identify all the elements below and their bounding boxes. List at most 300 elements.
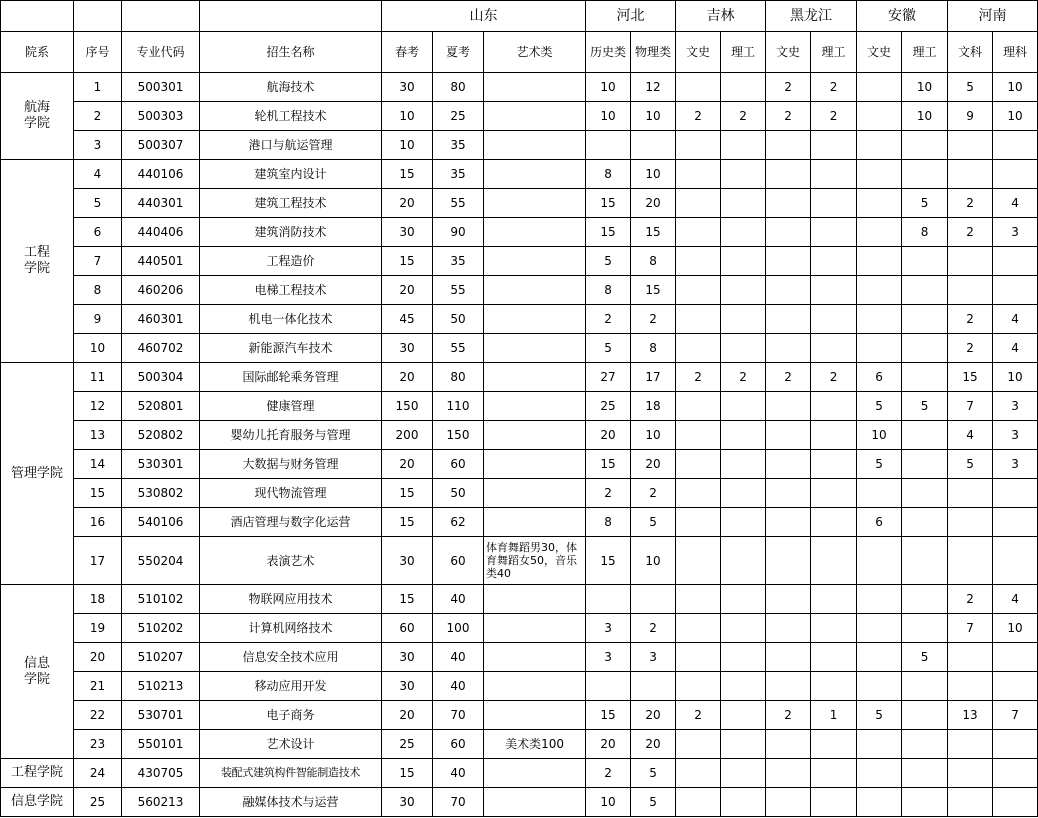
header-seq: 序号 <box>74 32 122 73</box>
table-row <box>1 730 1038 759</box>
code-cell: 500307 <box>122 131 200 160</box>
henan-arts-cell <box>948 759 993 788</box>
anhui-arts-cell <box>857 788 902 817</box>
anhui-arts-cell: 5 <box>857 701 902 730</box>
henan-science-cell: 10 <box>993 363 1038 392</box>
henan-arts-cell: 5 <box>948 73 993 102</box>
henan-arts-cell: 5 <box>948 450 993 479</box>
shandong-summer-cell: 55 <box>433 334 484 363</box>
header-anhui-science: 理工 <box>902 32 948 73</box>
code-cell: 520802 <box>122 421 200 450</box>
heilongjiang-arts-cell <box>766 131 811 160</box>
code-cell: 440106 <box>122 160 200 189</box>
heilongjiang-arts-cell <box>766 276 811 305</box>
header-heilongjiang-arts: 文史 <box>766 32 811 73</box>
jilin-arts-cell <box>676 614 721 643</box>
code-cell: 440301 <box>122 189 200 218</box>
henan-science-cell <box>993 508 1038 537</box>
shandong-spring-cell: 150 <box>382 392 433 421</box>
anhui-science-cell <box>902 363 948 392</box>
shandong-summer-cell: 80 <box>433 73 484 102</box>
province-header-hebei: 河北 <box>586 1 676 32</box>
hebei-physics-cell: 20 <box>631 450 676 479</box>
anhui-science-cell: 10 <box>902 102 948 131</box>
major-name-cell: 新能源汽车技术 <box>200 334 382 363</box>
henan-science-cell: 3 <box>993 218 1038 247</box>
shandong-art-cell <box>484 392 586 421</box>
seq-cell: 4 <box>74 160 122 189</box>
heilongjiang-science-cell: 2 <box>811 73 857 102</box>
jilin-arts-cell <box>676 672 721 701</box>
heilongjiang-arts-cell <box>766 247 811 276</box>
henan-science-cell: 10 <box>993 102 1038 131</box>
heilongjiang-arts-cell: 2 <box>766 363 811 392</box>
header-row-columns <box>1 32 1038 73</box>
shandong-spring-cell: 10 <box>382 102 433 131</box>
table-row <box>1 643 1038 672</box>
table-row <box>1 537 1038 585</box>
hebei-physics-cell: 2 <box>631 305 676 334</box>
major-name-cell: 港口与航运管理 <box>200 131 382 160</box>
seq-cell: 16 <box>74 508 122 537</box>
heilongjiang-science-cell <box>811 508 857 537</box>
jilin-science-cell <box>721 247 766 276</box>
henan-arts-cell: 2 <box>948 305 993 334</box>
hebei-history-cell: 8 <box>586 160 631 189</box>
table-row <box>1 450 1038 479</box>
jilin-science-cell <box>721 614 766 643</box>
shandong-spring-cell: 15 <box>382 585 433 614</box>
major-name-cell: 轮机工程技术 <box>200 102 382 131</box>
shandong-spring-cell: 15 <box>382 759 433 788</box>
henan-arts-cell: 4 <box>948 421 993 450</box>
seq-cell: 8 <box>74 276 122 305</box>
shandong-summer-cell: 60 <box>433 450 484 479</box>
shandong-summer-cell: 40 <box>433 759 484 788</box>
hebei-history-cell: 5 <box>586 334 631 363</box>
jilin-science-cell <box>721 537 766 585</box>
jilin-science-cell: 2 <box>721 363 766 392</box>
anhui-science-cell <box>902 585 948 614</box>
shandong-summer-cell: 55 <box>433 276 484 305</box>
shandong-spring-cell: 30 <box>382 788 433 817</box>
heilongjiang-science-cell <box>811 160 857 189</box>
jilin-arts-cell <box>676 537 721 585</box>
anhui-arts-cell <box>857 585 902 614</box>
anhui-arts-cell <box>857 334 902 363</box>
shandong-spring-cell: 10 <box>382 131 433 160</box>
heilongjiang-arts-cell <box>766 537 811 585</box>
anhui-science-cell <box>902 614 948 643</box>
province-header-jilin: 吉林 <box>676 1 766 32</box>
anhui-arts-cell: 6 <box>857 363 902 392</box>
heilongjiang-science-cell <box>811 614 857 643</box>
shandong-spring-cell: 20 <box>382 276 433 305</box>
heilongjiang-arts-cell <box>766 479 811 508</box>
anhui-science-cell: 5 <box>902 643 948 672</box>
anhui-arts-cell <box>857 247 902 276</box>
henan-arts-cell: 7 <box>948 614 993 643</box>
jilin-science-cell <box>721 730 766 759</box>
shandong-spring-cell: 45 <box>382 305 433 334</box>
hebei-history-cell: 10 <box>586 788 631 817</box>
province-header-henan: 河南 <box>948 1 1038 32</box>
table-row <box>1 102 1038 131</box>
major-name-cell: 计算机网络技术 <box>200 614 382 643</box>
department-cell: 航海学院 <box>1 73 74 160</box>
shandong-summer-cell: 100 <box>433 614 484 643</box>
hebei-history-cell <box>586 585 631 614</box>
hebei-physics-cell <box>631 672 676 701</box>
department-cell: 信息学院 <box>1 585 74 759</box>
jilin-arts-cell <box>676 759 721 788</box>
major-name-cell: 建筑工程技术 <box>200 189 382 218</box>
shandong-art-cell <box>484 218 586 247</box>
anhui-science-cell: 8 <box>902 218 948 247</box>
anhui-science-cell <box>902 759 948 788</box>
header-shandong-spring: 春考 <box>382 32 433 73</box>
henan-arts-cell: 13 <box>948 701 993 730</box>
jilin-science-cell <box>721 672 766 701</box>
hebei-physics-cell: 20 <box>631 701 676 730</box>
heilongjiang-arts-cell <box>766 508 811 537</box>
heilongjiang-arts-cell <box>766 672 811 701</box>
henan-science-cell <box>993 537 1038 585</box>
shandong-spring-cell: 15 <box>382 508 433 537</box>
henan-science-cell <box>993 672 1038 701</box>
shandong-spring-cell: 15 <box>382 247 433 276</box>
seq-cell: 21 <box>74 672 122 701</box>
heilongjiang-science-cell <box>811 585 857 614</box>
anhui-arts-cell <box>857 537 902 585</box>
province-header-shandong: 山东 <box>382 1 586 32</box>
table-row <box>1 305 1038 334</box>
major-name-cell: 建筑室内设计 <box>200 160 382 189</box>
anhui-science-cell <box>902 131 948 160</box>
heilongjiang-science-cell: 2 <box>811 363 857 392</box>
henan-science-cell: 10 <box>993 614 1038 643</box>
table-row <box>1 247 1038 276</box>
major-name-cell: 融媒体技术与运营 <box>200 788 382 817</box>
heilongjiang-arts-cell: 2 <box>766 102 811 131</box>
shandong-summer-cell: 40 <box>433 672 484 701</box>
henan-science-cell <box>993 276 1038 305</box>
code-cell: 530301 <box>122 450 200 479</box>
jilin-arts-cell <box>676 392 721 421</box>
henan-science-cell <box>993 643 1038 672</box>
shandong-summer-cell: 60 <box>433 537 484 585</box>
henan-science-cell <box>993 788 1038 817</box>
anhui-arts-cell <box>857 759 902 788</box>
anhui-arts-cell <box>857 479 902 508</box>
hebei-physics-cell: 5 <box>631 788 676 817</box>
henan-arts-cell: 9 <box>948 102 993 131</box>
shandong-spring-cell: 20 <box>382 363 433 392</box>
table-row <box>1 421 1038 450</box>
heilongjiang-science-cell <box>811 788 857 817</box>
anhui-science-cell <box>902 730 948 759</box>
shandong-summer-cell: 90 <box>433 218 484 247</box>
seq-cell: 10 <box>74 334 122 363</box>
heilongjiang-arts-cell <box>766 392 811 421</box>
heilongjiang-arts-cell <box>766 788 811 817</box>
jilin-science-cell <box>721 189 766 218</box>
seq-cell: 5 <box>74 189 122 218</box>
jilin-science-cell <box>721 450 766 479</box>
seq-cell: 3 <box>74 131 122 160</box>
henan-arts-cell <box>948 672 993 701</box>
anhui-science-cell <box>902 788 948 817</box>
seq-cell: 22 <box>74 701 122 730</box>
henan-science-cell: 3 <box>993 392 1038 421</box>
seq-cell: 11 <box>74 363 122 392</box>
shandong-spring-cell: 20 <box>382 189 433 218</box>
seq-cell: 7 <box>74 247 122 276</box>
anhui-arts-cell <box>857 218 902 247</box>
blank-header-cell <box>1 1 74 32</box>
code-cell: 460702 <box>122 334 200 363</box>
table-row <box>1 160 1038 189</box>
code-cell: 560213 <box>122 788 200 817</box>
heilongjiang-arts-cell <box>766 614 811 643</box>
seq-cell: 2 <box>74 102 122 131</box>
anhui-arts-cell <box>857 189 902 218</box>
seq-cell: 17 <box>74 537 122 585</box>
heilongjiang-arts-cell: 2 <box>766 701 811 730</box>
hebei-physics-cell <box>631 131 676 160</box>
hebei-physics-cell: 12 <box>631 73 676 102</box>
department-cell: 信息学院 <box>1 788 74 817</box>
heilongjiang-arts-cell <box>766 305 811 334</box>
table-row <box>1 585 1038 614</box>
department-cell: 工程学院 <box>1 160 74 363</box>
seq-cell: 25 <box>74 788 122 817</box>
heilongjiang-science-cell <box>811 479 857 508</box>
heilongjiang-arts-cell <box>766 189 811 218</box>
shandong-spring-cell: 30 <box>382 537 433 585</box>
header-hebei-history: 历史类 <box>586 32 631 73</box>
major-name-cell: 大数据与财务管理 <box>200 450 382 479</box>
jilin-science-cell: 2 <box>721 102 766 131</box>
anhui-arts-cell: 5 <box>857 450 902 479</box>
henan-arts-cell <box>948 788 993 817</box>
henan-arts-cell: 7 <box>948 392 993 421</box>
header-name: 招生名称 <box>200 32 382 73</box>
jilin-science-cell <box>721 276 766 305</box>
major-name-cell: 酒店管理与数字化运营 <box>200 508 382 537</box>
anhui-arts-cell <box>857 672 902 701</box>
shandong-art-cell: 体育舞蹈男30，体育舞蹈女50，音乐类40 <box>484 537 586 585</box>
hebei-history-cell: 8 <box>586 276 631 305</box>
anhui-science-cell <box>902 672 948 701</box>
hebei-history-cell: 8 <box>586 508 631 537</box>
shandong-spring-cell: 25 <box>382 730 433 759</box>
shandong-summer-cell: 60 <box>433 730 484 759</box>
hebei-physics-cell: 10 <box>631 537 676 585</box>
hebei-history-cell <box>586 131 631 160</box>
heilongjiang-science-cell: 2 <box>811 102 857 131</box>
code-cell: 500301 <box>122 73 200 102</box>
shandong-art-cell <box>484 672 586 701</box>
heilongjiang-science-cell <box>811 392 857 421</box>
jilin-arts-cell <box>676 160 721 189</box>
heilongjiang-arts-cell <box>766 450 811 479</box>
jilin-arts-cell <box>676 276 721 305</box>
code-cell: 540106 <box>122 508 200 537</box>
henan-science-cell <box>993 759 1038 788</box>
shandong-summer-cell: 70 <box>433 788 484 817</box>
heilongjiang-science-cell <box>811 218 857 247</box>
heilongjiang-science-cell <box>811 672 857 701</box>
anhui-science-cell <box>902 701 948 730</box>
henan-science-cell: 4 <box>993 334 1038 363</box>
shandong-spring-cell: 30 <box>382 643 433 672</box>
henan-science-cell: 4 <box>993 585 1038 614</box>
heilongjiang-science-cell <box>811 730 857 759</box>
anhui-arts-cell <box>857 276 902 305</box>
header-shandong-summer: 夏考 <box>433 32 484 73</box>
shandong-spring-cell: 200 <box>382 421 433 450</box>
shandong-art-cell <box>484 759 586 788</box>
henan-science-cell <box>993 160 1038 189</box>
hebei-history-cell: 15 <box>586 450 631 479</box>
code-cell: 500304 <box>122 363 200 392</box>
henan-science-cell <box>993 479 1038 508</box>
shandong-art-cell <box>484 305 586 334</box>
shandong-spring-cell: 15 <box>382 160 433 189</box>
hebei-history-cell: 3 <box>586 643 631 672</box>
jilin-science-cell <box>721 73 766 102</box>
shandong-summer-cell: 35 <box>433 131 484 160</box>
jilin-arts-cell <box>676 479 721 508</box>
jilin-arts-cell <box>676 131 721 160</box>
hebei-history-cell: 15 <box>586 537 631 585</box>
major-name-cell: 艺术设计 <box>200 730 382 759</box>
major-name-cell: 电子商务 <box>200 701 382 730</box>
jilin-science-cell <box>721 788 766 817</box>
anhui-science-cell <box>902 537 948 585</box>
shandong-spring-cell: 15 <box>382 479 433 508</box>
shandong-summer-cell: 25 <box>433 102 484 131</box>
header-anhui-arts: 文史 <box>857 32 902 73</box>
code-cell: 460301 <box>122 305 200 334</box>
hebei-history-cell: 10 <box>586 73 631 102</box>
shandong-spring-cell: 30 <box>382 73 433 102</box>
seq-cell: 15 <box>74 479 122 508</box>
shandong-art-cell <box>484 334 586 363</box>
header-jilin-arts: 文史 <box>676 32 721 73</box>
shandong-spring-cell: 30 <box>382 218 433 247</box>
blank-header-cell <box>122 1 200 32</box>
seq-cell: 14 <box>74 450 122 479</box>
code-cell: 440406 <box>122 218 200 247</box>
henan-arts-cell <box>948 160 993 189</box>
seq-cell: 1 <box>74 73 122 102</box>
jilin-arts-cell: 2 <box>676 701 721 730</box>
henan-science-cell <box>993 247 1038 276</box>
seq-cell: 9 <box>74 305 122 334</box>
heilongjiang-science-cell <box>811 643 857 672</box>
henan-arts-cell: 2 <box>948 189 993 218</box>
anhui-science-cell: 5 <box>902 392 948 421</box>
shandong-art-cell <box>484 189 586 218</box>
henan-science-cell: 10 <box>993 73 1038 102</box>
anhui-arts-cell <box>857 305 902 334</box>
henan-arts-cell <box>948 131 993 160</box>
anhui-arts-cell <box>857 643 902 672</box>
shandong-art-cell <box>484 450 586 479</box>
major-name-cell: 国际邮轮乘务管理 <box>200 363 382 392</box>
jilin-science-cell <box>721 701 766 730</box>
heilongjiang-science-cell: 1 <box>811 701 857 730</box>
anhui-arts-cell <box>857 73 902 102</box>
hebei-physics-cell: 8 <box>631 334 676 363</box>
hebei-history-cell: 3 <box>586 614 631 643</box>
anhui-science-cell <box>902 160 948 189</box>
major-name-cell: 工程造价 <box>200 247 382 276</box>
major-name-cell: 装配式建筑构件智能制造技术 <box>200 759 382 788</box>
shandong-art-cell: 美术类100 <box>484 730 586 759</box>
shandong-spring-cell: 30 <box>382 672 433 701</box>
shandong-summer-cell: 80 <box>433 363 484 392</box>
shandong-summer-cell: 50 <box>433 305 484 334</box>
hebei-history-cell: 15 <box>586 218 631 247</box>
hebei-physics-cell: 5 <box>631 508 676 537</box>
blank-header-cell <box>74 1 122 32</box>
shandong-art-cell <box>484 247 586 276</box>
hebei-physics-cell: 10 <box>631 160 676 189</box>
shandong-art-cell <box>484 160 586 189</box>
anhui-science-cell <box>902 479 948 508</box>
heilongjiang-arts-cell <box>766 218 811 247</box>
department-cell: 管理学院 <box>1 363 74 585</box>
shandong-art-cell <box>484 131 586 160</box>
major-name-cell: 机电一体化技术 <box>200 305 382 334</box>
anhui-arts-cell <box>857 102 902 131</box>
table-row <box>1 508 1038 537</box>
hebei-physics-cell: 18 <box>631 392 676 421</box>
hebei-physics-cell: 3 <box>631 643 676 672</box>
hebei-physics-cell: 10 <box>631 421 676 450</box>
heilongjiang-science-cell <box>811 131 857 160</box>
table-row <box>1 334 1038 363</box>
code-cell: 550204 <box>122 537 200 585</box>
heilongjiang-arts-cell <box>766 160 811 189</box>
seq-cell: 20 <box>74 643 122 672</box>
henan-arts-cell: 15 <box>948 363 993 392</box>
anhui-arts-cell <box>857 614 902 643</box>
heilongjiang-science-cell <box>811 537 857 585</box>
header-shandong-art: 艺术类 <box>484 32 586 73</box>
code-cell: 530802 <box>122 479 200 508</box>
hebei-physics-cell: 10 <box>631 102 676 131</box>
jilin-science-cell <box>721 479 766 508</box>
henan-arts-cell <box>948 537 993 585</box>
shandong-art-cell <box>484 363 586 392</box>
anhui-arts-cell: 10 <box>857 421 902 450</box>
table-row <box>1 218 1038 247</box>
shandong-spring-cell: 60 <box>382 614 433 643</box>
jilin-science-cell <box>721 305 766 334</box>
jilin-science-cell <box>721 421 766 450</box>
table-row <box>1 392 1038 421</box>
shandong-summer-cell: 55 <box>433 189 484 218</box>
header-henan-arts: 文科 <box>948 32 993 73</box>
table-row <box>1 276 1038 305</box>
jilin-arts-cell <box>676 334 721 363</box>
jilin-science-cell <box>721 508 766 537</box>
table-row <box>1 73 1038 102</box>
